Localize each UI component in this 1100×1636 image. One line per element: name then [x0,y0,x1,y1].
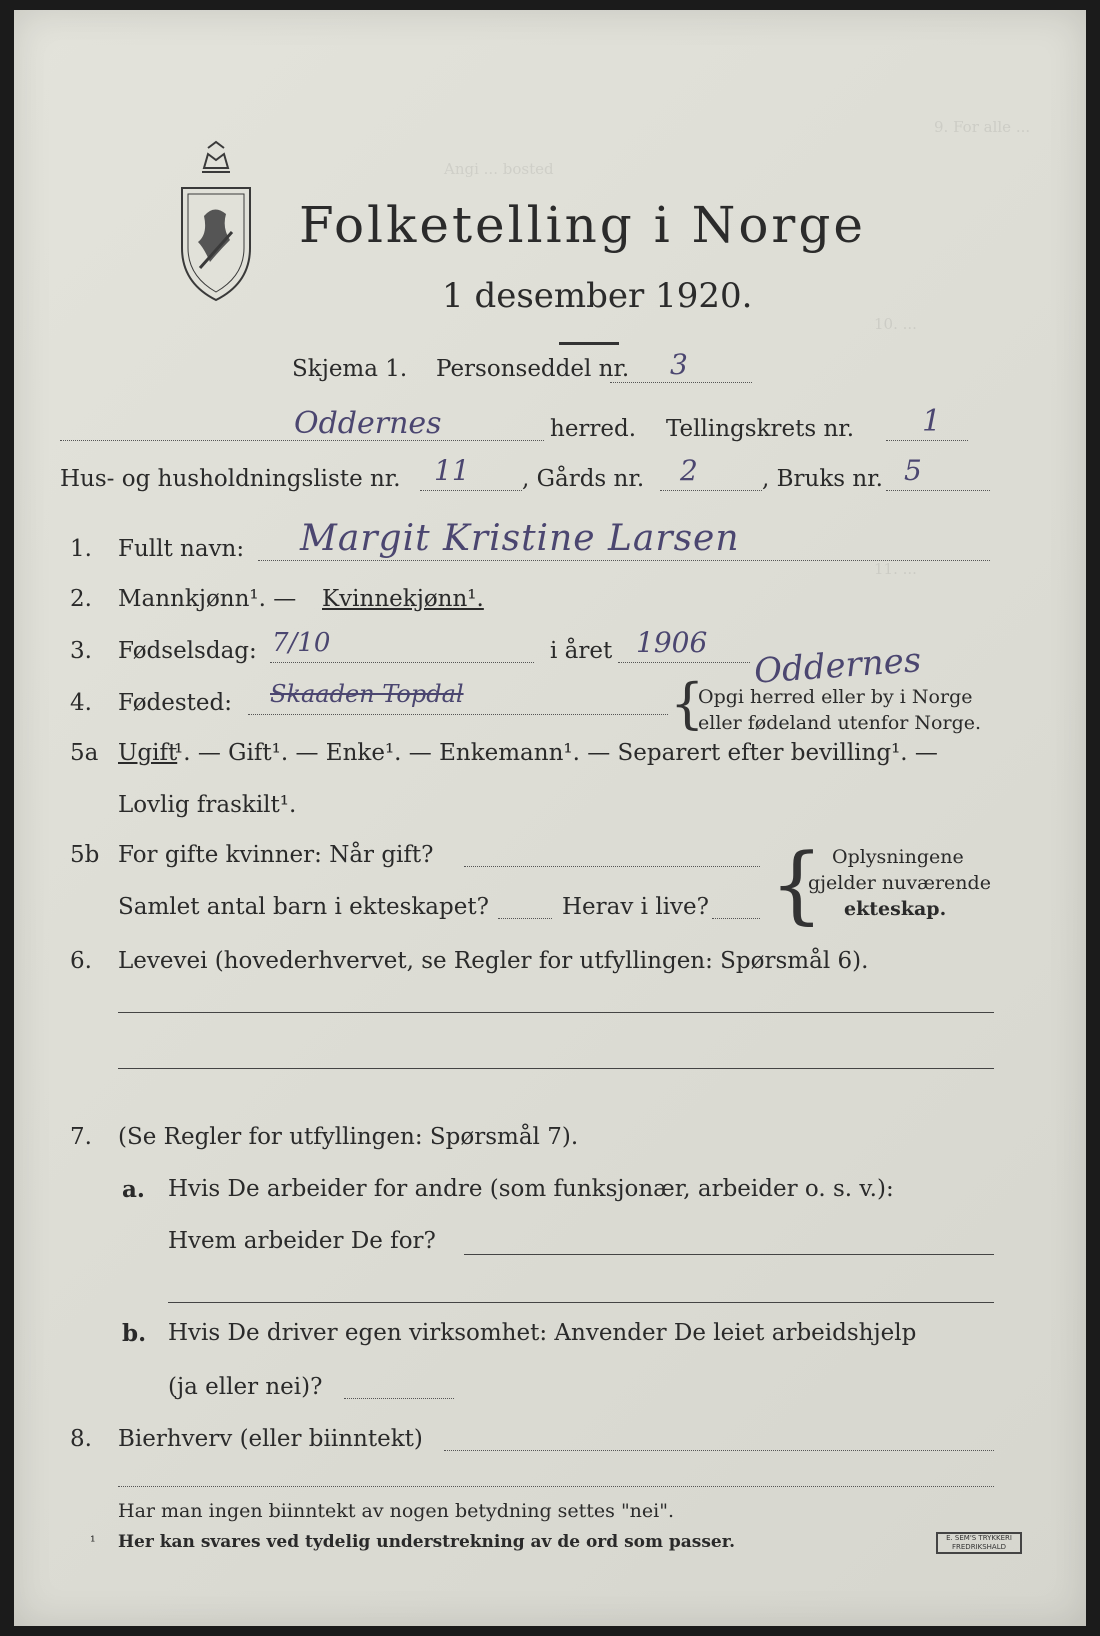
q7b-line1: Hvis De driver egen virksomhet: Anvender De leiet arbeidshjelp [168,1320,917,1346]
q4-number: 4. [70,690,92,716]
bruks-label: , Bruks nr. [762,466,883,492]
q3-label: Fødselsdag: [118,638,257,664]
printer-stamp: E. SEM'S TRYKKERI FREDRIKSHALD [936,1532,1022,1554]
tellingskrets-label: Tellingskrets nr. [666,416,855,442]
birthplace-field-line [248,714,668,715]
birth-year-label: i året [550,638,613,664]
q7-label: (Se Regler for utfyllingen: Spørsmål 7). [118,1124,579,1150]
q7-number: 7. [70,1124,92,1150]
q1-field-line [258,560,990,561]
husholdningsliste-value[interactable]: 11 [434,454,470,487]
employer-field-line-2 [168,1302,994,1303]
q5a-options: ¹. — Gift¹. — Enke¹. — Enkemann¹. — Separert efter bevilling¹. — [174,740,938,766]
q8-number: 8. [70,1426,92,1452]
q2-kvinne-label: Kvinnekjønn¹. [322,586,484,612]
marriage-note-line3: ekteskap. [844,898,947,920]
occupation-field-line-1 [118,1012,994,1013]
marriage-note-brace: { [770,835,824,933]
q7a-line1: Hvis De arbeider for andre (som funksjonær, arbeider o. s. v.): [168,1176,894,1202]
q5a-line2: Lovlig fraskilt¹. [118,792,297,818]
personseddel-field-line [610,382,752,383]
children-alive-field-line [712,918,760,919]
birthday-value[interactable]: 7/10 [272,628,331,658]
census-form-sheet [14,10,1086,1626]
full-name-value[interactable]: Margit Kristine Larsen [300,518,740,559]
q5b-children-label: Samlet antal barn i ekteskapet? [118,894,489,920]
gards-label: , Gårds nr. [522,466,645,492]
q8-label: Bierhverv (eller biinntekt) [118,1426,423,1452]
herred-value[interactable]: Oddernes [294,406,442,441]
birthplace-note-line1: Opgi herred eller by i Norge [698,686,973,708]
bleed-through-text: Angi ... bosted [444,160,554,178]
census-date: 1 desember 1920. [442,276,753,316]
q5a-ugift: Ugift [118,740,178,766]
form-title: Folketelling i Norge [299,196,866,254]
q4-label: Fødested: [118,690,233,716]
birthday-field-line [270,662,534,663]
marriage-note-line2: gjelder nuværende [808,872,991,894]
skjema-label: Skjema 1. [292,356,408,382]
bruks-value[interactable]: 5 [904,454,922,487]
gards-field-line [660,490,762,491]
husholdningsliste-label: Hus- og husholdningsliste nr. [60,466,401,492]
birthplace-note-line2: eller fødeland utenfor Norge. [698,712,982,734]
q6-number: 6. [70,948,92,974]
title-divider [559,342,619,345]
q7b-line2: (ja eller nei)? [168,1374,323,1400]
hired-help-field-line [344,1398,454,1399]
q7a-number: a. [122,1176,145,1203]
birthplace-note-brace: { [670,672,705,735]
q7a-line2: Hvem arbeider De for? [168,1228,436,1254]
married-when-field-line [464,866,760,867]
herred-label: herred. [550,416,637,442]
footer-note: Har man ingen biinntekt av nogen betydning settes "nei". [118,1500,675,1522]
q2-number: 2. [70,586,92,612]
personseddel-number[interactable]: 3 [670,348,688,381]
q5b-alive-label: Herav i live? [562,894,709,920]
q5b-number: 5b [70,842,100,868]
bruks-field-line [886,490,990,491]
q7b-number: b. [122,1320,147,1347]
birthplace-value[interactable]: Oddernes [752,640,923,692]
employer-field-line-1 [464,1254,994,1255]
bleed-through-text: 9. For alle ... [934,118,1031,136]
occupation-field-line-2 [118,1068,994,1069]
bleed-through-text: 10. ... [874,315,917,333]
q3-number: 3. [70,638,92,664]
birth-year-field-line [618,662,750,663]
footnote-text: Her kan svares ved tydelig understrekning av de ord som passer. [118,1532,736,1552]
tellingskrets-value[interactable]: 1 [922,404,942,439]
gards-value[interactable]: 2 [680,454,698,487]
bleed-through-text: 11. ... [874,560,917,578]
q1-number: 1. [70,536,92,562]
marriage-note-line1: Oplysningene [832,846,964,868]
husholdningsliste-field-line [420,490,522,491]
birthplace-struck-value[interactable]: Skaaden Topdal [270,680,464,708]
personseddel-label: Personseddel nr. [436,356,630,382]
footnote-mark: ¹ [90,1534,96,1550]
side-income-field-line-1 [444,1450,994,1451]
birth-year-value[interactable]: 1906 [636,626,708,659]
q6-label: Levevei (hovederhvervet, se Regler for utfyllingen: Spørsmål 6). [118,948,869,974]
q2-mann-label: Mannkjønn¹. — [118,586,297,612]
norwegian-coat-of-arms-icon [174,138,258,306]
q5a-number: 5a [70,740,99,766]
side-income-field-line-2 [118,1486,994,1487]
tellingskrets-field-line [886,440,968,441]
children-count-field-line [498,918,552,919]
q1-label: Fullt navn: [118,536,245,562]
q5b-line1: For gifte kvinner: Når gift? [118,842,434,868]
